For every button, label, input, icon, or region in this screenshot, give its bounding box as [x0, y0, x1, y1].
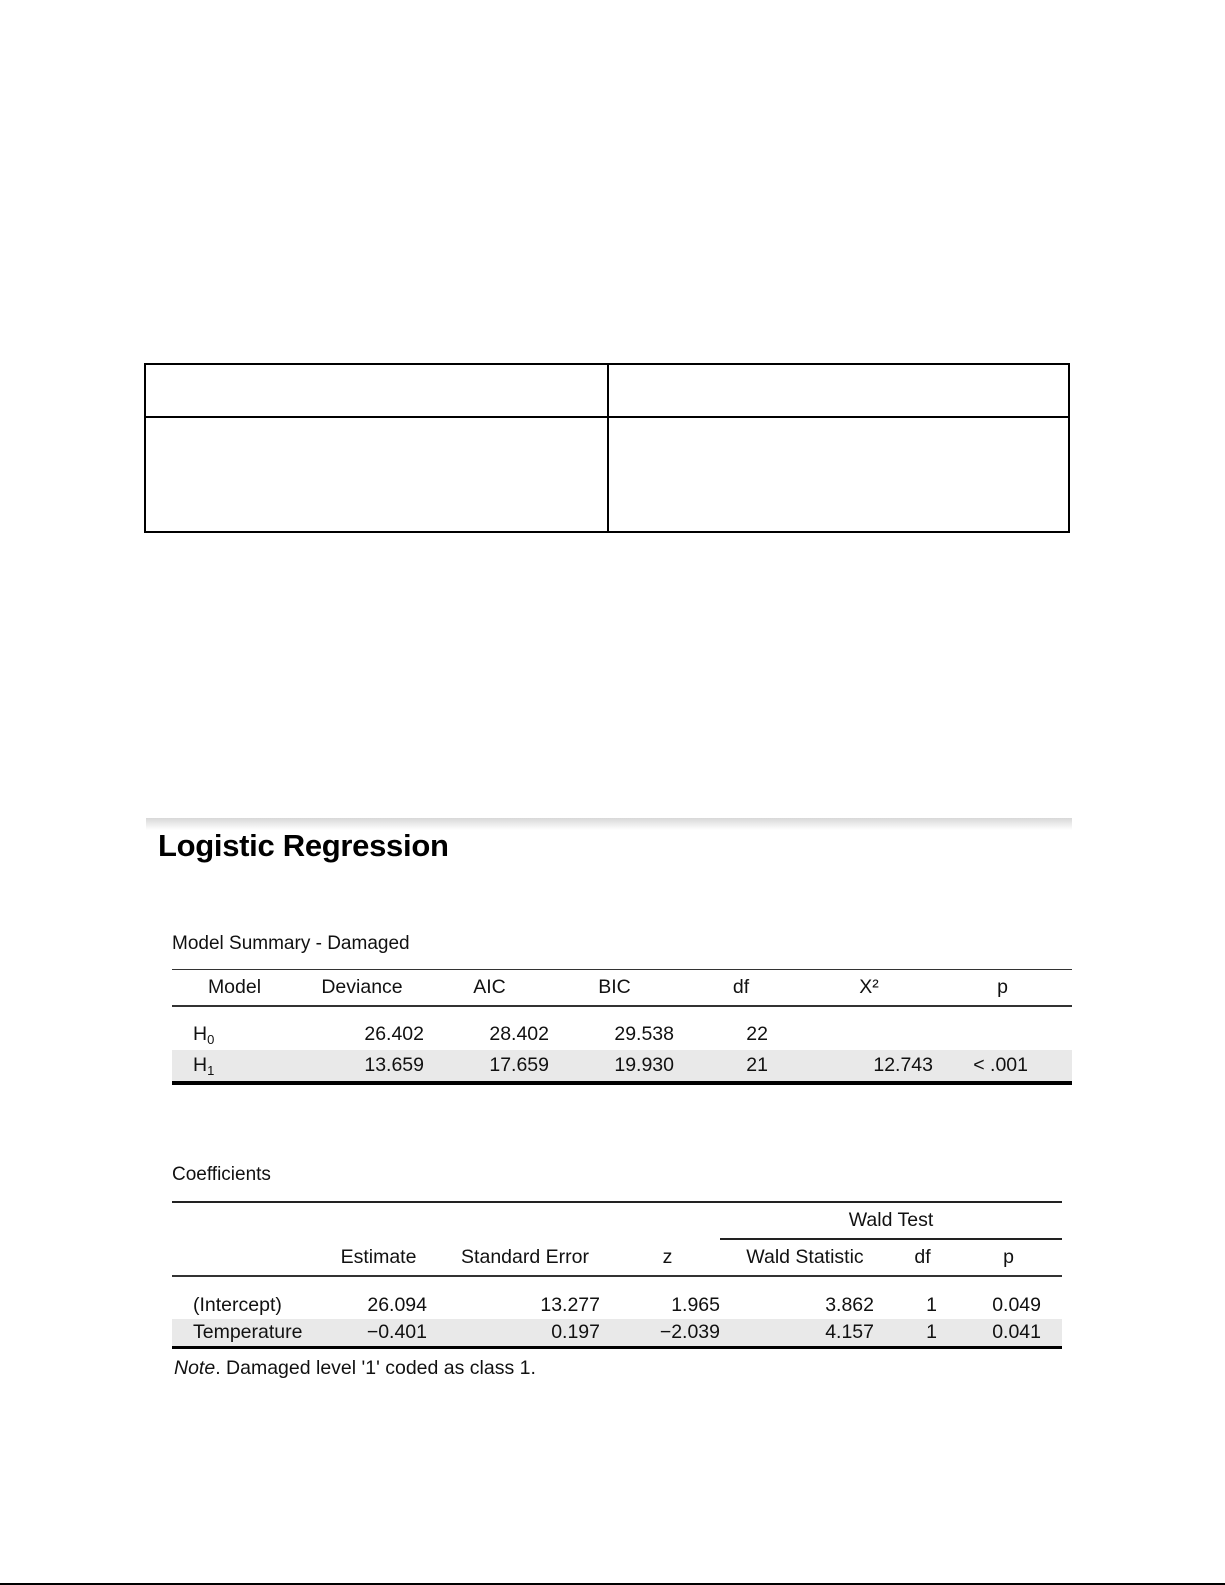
- col-header-df: df: [890, 1239, 955, 1276]
- table-row: [172, 1319, 1062, 1348]
- table-row: [172, 1050, 1072, 1083]
- wald-statistic-value: 3.862: [825, 1294, 874, 1316]
- se-value: 0.197: [435, 1319, 615, 1348]
- col-header-z: z: [615, 1239, 720, 1276]
- chi-square-value: [805, 1019, 933, 1050]
- df-value: 22: [746, 1023, 768, 1045]
- col-header-wald-statistic: Wald Statistic: [720, 1239, 890, 1276]
- note-label: Note: [174, 1357, 216, 1379]
- analysis-title: Logistic Regression: [158, 828, 449, 863]
- empty-cell: [145, 364, 608, 417]
- empty-cell: [608, 417, 1069, 532]
- note-text: . Damaged level '1' coded as class 1.: [215, 1357, 536, 1379]
- deviance-value: 13.659: [297, 1050, 427, 1083]
- bic-value: 29.538: [614, 1023, 674, 1045]
- aic-value: 17.659: [427, 1050, 552, 1083]
- col-header-term: [172, 1239, 322, 1276]
- col-header-chi-square: X²: [805, 970, 933, 1007]
- df-value: 21: [677, 1050, 805, 1083]
- estimate-value: −0.401: [322, 1319, 435, 1348]
- col-header-model: Model: [172, 970, 297, 1007]
- aic-value: 28.402: [489, 1023, 549, 1045]
- model-summary-table: [172, 969, 1072, 1085]
- coefficients-title: Coefficients: [172, 1164, 271, 1185]
- table-note: [174, 1357, 536, 1380]
- col-header-standard-error: Standard Error: [435, 1239, 615, 1276]
- empty-answer-table: [144, 363, 1070, 533]
- empty-cell: [608, 364, 1069, 417]
- col-header-bic: BIC: [552, 970, 677, 1007]
- wald-test-group-header: Wald Test: [720, 1202, 1062, 1239]
- col-header-p: p: [955, 1239, 1062, 1276]
- model-label: $H_1$: [172, 1050, 297, 1083]
- empty-cell: [145, 417, 608, 532]
- model-summary-title: Model Summary - Damaged: [172, 933, 410, 954]
- analysis-output-panel: [146, 818, 1072, 1398]
- col-header-deviance: Deviance: [297, 970, 427, 1007]
- df-value: 1: [890, 1319, 955, 1348]
- p-value: < .001: [933, 1050, 1072, 1083]
- z-value: −2.039: [615, 1319, 720, 1348]
- table-row: [172, 1292, 1062, 1319]
- p-value: 0.049: [992, 1294, 1041, 1316]
- df-value: 1: [926, 1294, 937, 1316]
- wald-statistic-value: 4.157: [720, 1319, 890, 1348]
- se-value: 13.277: [540, 1294, 600, 1316]
- model-label: $H_0$: [193, 1022, 215, 1047]
- estimate-value: 26.094: [367, 1294, 427, 1316]
- deviance-value: 26.402: [364, 1023, 424, 1045]
- z-value: 1.965: [671, 1294, 720, 1316]
- p-value: 0.041: [955, 1319, 1062, 1348]
- col-header-p: p: [933, 970, 1072, 1007]
- term-label: (Intercept): [193, 1294, 282, 1316]
- table-row: [172, 1019, 1072, 1050]
- term-label: Temperature: [172, 1319, 322, 1348]
- p-value: [933, 1019, 1072, 1050]
- coefficients-table: [172, 1201, 1062, 1349]
- col-header-estimate: Estimate: [322, 1239, 435, 1276]
- chi-square-value: 12.743: [805, 1050, 933, 1083]
- col-header-aic: AIC: [427, 970, 552, 1007]
- col-header-df: df: [677, 970, 805, 1007]
- bic-value: 19.930: [552, 1050, 677, 1083]
